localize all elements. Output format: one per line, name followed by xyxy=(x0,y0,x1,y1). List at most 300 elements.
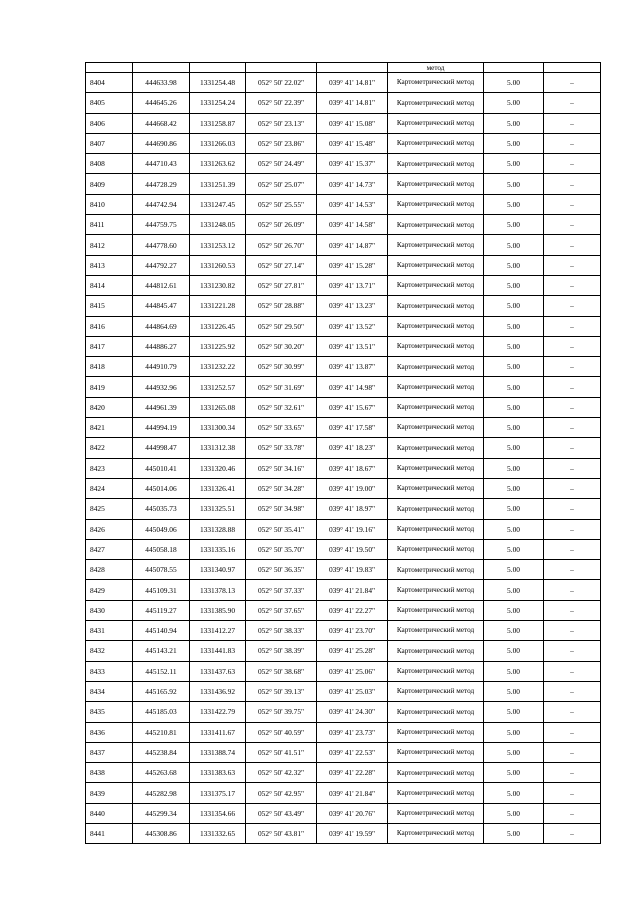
cell-description: – xyxy=(544,539,601,559)
cell-point-number: 8414 xyxy=(86,275,133,295)
cell-latitude: 052° 50' 42.32" xyxy=(246,763,317,783)
cell-latitude: 052° 50' 38.33" xyxy=(246,621,317,641)
cell-latitude: 052° 50' 34.28" xyxy=(246,478,317,498)
cell-accuracy: 5.00 xyxy=(484,235,544,255)
cell-method: Картометрический метод xyxy=(388,397,484,417)
table-row xyxy=(86,763,601,783)
cell-accuracy: 5.00 xyxy=(484,823,544,843)
cell-accuracy: 5.00 xyxy=(484,73,544,93)
cell-accuracy: 5.00 xyxy=(484,113,544,133)
cell-method: метод xyxy=(388,63,484,73)
cell-method: Картометрический метод xyxy=(388,336,484,356)
cell-latitude: 052° 50' 43.49" xyxy=(246,803,317,823)
cell-description: – xyxy=(544,458,601,478)
cell-description: – xyxy=(544,560,601,580)
cell-point-number: 8420 xyxy=(86,397,133,417)
cell-latitude: 052° 50' 29.50" xyxy=(246,316,317,336)
cell-point-number: 8417 xyxy=(86,336,133,356)
cell-x-coordinate: 444994.19 xyxy=(133,418,190,438)
cell-point-number: 8404 xyxy=(86,73,133,93)
cell-point-number: 8439 xyxy=(86,783,133,803)
cell-description xyxy=(544,63,601,73)
cell-point-number: 8422 xyxy=(86,438,133,458)
cell-latitude: 052° 50' 38.68" xyxy=(246,661,317,681)
cell-x-coordinate: 444812.61 xyxy=(133,275,190,295)
cell-y-coordinate: 1331375.17 xyxy=(190,783,246,803)
table-row xyxy=(86,783,601,803)
cell-y-coordinate: 1331258.87 xyxy=(190,113,246,133)
cell-method: Картометрический метод xyxy=(388,722,484,742)
cell-method: Картометрический метод xyxy=(388,113,484,133)
cell-longitude: 039° 41' 13.71" xyxy=(317,275,388,295)
cell-accuracy: 5.00 xyxy=(484,763,544,783)
table-row xyxy=(86,275,601,295)
cell-description: – xyxy=(544,255,601,275)
cell-description: – xyxy=(544,783,601,803)
cell-y-coordinate xyxy=(190,63,246,73)
cell-x-coordinate: 445014.06 xyxy=(133,478,190,498)
cell-longitude: 039° 41' 15.28" xyxy=(317,255,388,275)
cell-x-coordinate: 444886.27 xyxy=(133,336,190,356)
cell-point-number: 8405 xyxy=(86,93,133,113)
cell-point-number: 8426 xyxy=(86,519,133,539)
cell-latitude: 052° 50' 30.99" xyxy=(246,357,317,377)
cell-latitude: 052° 50' 37.65" xyxy=(246,600,317,620)
cell-longitude: 039° 41' 15.37" xyxy=(317,154,388,174)
cell-method: Картометрический метод xyxy=(388,194,484,214)
cell-x-coordinate: 445185.03 xyxy=(133,702,190,722)
cell-longitude: 039° 41' 14.98" xyxy=(317,377,388,397)
cell-point-number: 8433 xyxy=(86,661,133,681)
table-row xyxy=(86,377,601,397)
cell-description: – xyxy=(544,235,601,255)
cell-accuracy: 5.00 xyxy=(484,803,544,823)
cell-accuracy: 5.00 xyxy=(484,539,544,559)
cell-longitude: 039° 41' 15.67" xyxy=(317,397,388,417)
cell-longitude: 039° 41' 22.28" xyxy=(317,763,388,783)
cell-y-coordinate: 1331225.92 xyxy=(190,336,246,356)
cell-y-coordinate: 1331232.22 xyxy=(190,357,246,377)
cell-x-coordinate: 445238.84 xyxy=(133,742,190,762)
cell-y-coordinate: 1331265.08 xyxy=(190,397,246,417)
cell-accuracy: 5.00 xyxy=(484,154,544,174)
cell-x-coordinate: 445282.98 xyxy=(133,783,190,803)
table-row xyxy=(86,702,601,722)
cell-longitude: 039° 41' 17.58" xyxy=(317,418,388,438)
cell-latitude: 052° 50' 31.69" xyxy=(246,377,317,397)
cell-accuracy: 5.00 xyxy=(484,742,544,762)
cell-latitude xyxy=(246,63,317,73)
cell-description: – xyxy=(544,93,601,113)
cell-accuracy: 5.00 xyxy=(484,174,544,194)
cell-y-coordinate: 1331300.34 xyxy=(190,418,246,438)
cell-latitude: 052° 50' 22.02" xyxy=(246,73,317,93)
table-row xyxy=(86,296,601,316)
cell-accuracy xyxy=(484,63,544,73)
table-row xyxy=(86,580,601,600)
cell-accuracy: 5.00 xyxy=(484,702,544,722)
cell-y-coordinate: 1331266.03 xyxy=(190,133,246,153)
cell-description: – xyxy=(544,154,601,174)
cell-longitude: 039° 41' 23.73" xyxy=(317,722,388,742)
cell-point-number: 8432 xyxy=(86,641,133,661)
cell-method: Картометрический метод xyxy=(388,661,484,681)
cell-point-number: 8407 xyxy=(86,133,133,153)
cell-accuracy: 5.00 xyxy=(484,194,544,214)
table-row xyxy=(86,661,601,681)
table-row xyxy=(86,93,601,113)
cell-description: – xyxy=(544,336,601,356)
cell-point-number: 8427 xyxy=(86,539,133,559)
cell-accuracy: 5.00 xyxy=(484,641,544,661)
cell-accuracy: 5.00 xyxy=(484,681,544,701)
cell-y-coordinate: 1331436.92 xyxy=(190,681,246,701)
cell-longitude: 039° 41' 14.81" xyxy=(317,93,388,113)
cell-y-coordinate: 1331378.13 xyxy=(190,580,246,600)
table-row xyxy=(86,681,601,701)
cell-y-coordinate: 1331388.74 xyxy=(190,742,246,762)
cell-method: Картометрический метод xyxy=(388,803,484,823)
cell-longitude: 039° 41' 13.52" xyxy=(317,316,388,336)
table-row xyxy=(86,255,601,275)
table-row xyxy=(86,215,601,235)
cell-description: – xyxy=(544,803,601,823)
cell-y-coordinate: 1331320.46 xyxy=(190,458,246,478)
cell-latitude: 052° 50' 38.39" xyxy=(246,641,317,661)
cell-accuracy: 5.00 xyxy=(484,499,544,519)
table-row xyxy=(86,113,601,133)
cell-y-coordinate: 1331248.05 xyxy=(190,215,246,235)
cell-latitude: 052° 50' 39.75" xyxy=(246,702,317,722)
cell-method: Картометрический метод xyxy=(388,93,484,113)
cell-description: – xyxy=(544,702,601,722)
cell-method: Картометрический метод xyxy=(388,783,484,803)
cell-y-coordinate: 1331354.66 xyxy=(190,803,246,823)
cell-x-coordinate: 445119.27 xyxy=(133,600,190,620)
cell-point-number: 8411 xyxy=(86,215,133,235)
cell-point-number xyxy=(86,63,133,73)
cell-x-coordinate: 445010.41 xyxy=(133,458,190,478)
cell-description: – xyxy=(544,763,601,783)
cell-point-number: 8429 xyxy=(86,580,133,600)
cell-description: – xyxy=(544,357,601,377)
cell-description: – xyxy=(544,113,601,133)
cell-point-number: 8408 xyxy=(86,154,133,174)
cell-latitude: 052° 50' 25.55" xyxy=(246,194,317,214)
cell-accuracy: 5.00 xyxy=(484,357,544,377)
cell-accuracy: 5.00 xyxy=(484,783,544,803)
cell-y-coordinate: 1331412.27 xyxy=(190,621,246,641)
cell-latitude: 052° 50' 40.59" xyxy=(246,722,317,742)
cell-y-coordinate: 1331441.83 xyxy=(190,641,246,661)
cell-method: Картометрический метод xyxy=(388,357,484,377)
cell-accuracy: 5.00 xyxy=(484,418,544,438)
cell-y-coordinate: 1331254.48 xyxy=(190,73,246,93)
cell-latitude: 052° 50' 34.16" xyxy=(246,458,317,478)
cell-method: Картометрический метод xyxy=(388,478,484,498)
cell-method: Картометрический метод xyxy=(388,641,484,661)
cell-description: – xyxy=(544,215,601,235)
cell-longitude: 039° 41' 25.28" xyxy=(317,641,388,661)
cell-description: – xyxy=(544,194,601,214)
cell-latitude: 052° 50' 32.61" xyxy=(246,397,317,417)
cell-point-number: 8435 xyxy=(86,702,133,722)
cell-x-coordinate: 445035.73 xyxy=(133,499,190,519)
cell-method: Картометрический метод xyxy=(388,763,484,783)
cell-description: – xyxy=(544,73,601,93)
table-row xyxy=(86,235,601,255)
cell-x-coordinate: 444998.47 xyxy=(133,438,190,458)
cell-longitude: 039° 41' 22.53" xyxy=(317,742,388,762)
cell-description: – xyxy=(544,377,601,397)
table-row xyxy=(86,722,601,742)
cell-accuracy: 5.00 xyxy=(484,519,544,539)
cell-point-number: 8409 xyxy=(86,174,133,194)
cell-method: Картометрический метод xyxy=(388,133,484,153)
cell-y-coordinate: 1331326.41 xyxy=(190,478,246,498)
cell-y-coordinate: 1331221.28 xyxy=(190,296,246,316)
cell-longitude: 039° 41' 22.27" xyxy=(317,600,388,620)
table-row xyxy=(86,600,601,620)
cell-latitude: 052° 50' 26.09" xyxy=(246,215,317,235)
table-row xyxy=(86,823,601,843)
cell-accuracy: 5.00 xyxy=(484,316,544,336)
cell-accuracy: 5.00 xyxy=(484,722,544,742)
table-row xyxy=(86,458,601,478)
cell-point-number: 8438 xyxy=(86,763,133,783)
cell-y-coordinate: 1331325.51 xyxy=(190,499,246,519)
cell-point-number: 8434 xyxy=(86,681,133,701)
cell-latitude: 052° 50' 35.41" xyxy=(246,519,317,539)
cell-longitude: 039° 41' 21.84" xyxy=(317,783,388,803)
cell-latitude: 052° 50' 27.81" xyxy=(246,275,317,295)
cell-x-coordinate: 445078.55 xyxy=(133,560,190,580)
cell-description: – xyxy=(544,681,601,701)
cell-latitude: 052° 50' 28.88" xyxy=(246,296,317,316)
cell-accuracy: 5.00 xyxy=(484,215,544,235)
cell-method: Картометрический метод xyxy=(388,215,484,235)
cell-longitude: 039° 41' 13.23" xyxy=(317,296,388,316)
cell-description: – xyxy=(544,742,601,762)
table-row-continued xyxy=(86,63,601,73)
cell-description: – xyxy=(544,418,601,438)
cell-accuracy: 5.00 xyxy=(484,296,544,316)
table-row xyxy=(86,499,601,519)
table-row xyxy=(86,478,601,498)
table-row xyxy=(86,133,601,153)
table-body xyxy=(86,63,601,844)
cell-point-number: 8418 xyxy=(86,357,133,377)
cell-y-coordinate: 1331312.38 xyxy=(190,438,246,458)
table-row xyxy=(86,194,601,214)
cell-x-coordinate: 444932.96 xyxy=(133,377,190,397)
coordinates-table xyxy=(85,62,601,844)
cell-latitude: 052° 50' 39.13" xyxy=(246,681,317,701)
table-row xyxy=(86,641,601,661)
cell-method: Картометрический метод xyxy=(388,377,484,397)
cell-x-coordinate: 445165.92 xyxy=(133,681,190,701)
cell-latitude: 052° 50' 23.13" xyxy=(246,113,317,133)
cell-method: Картометрический метод xyxy=(388,742,484,762)
cell-method: Картометрический метод xyxy=(388,702,484,722)
cell-x-coordinate: 444864.69 xyxy=(133,316,190,336)
cell-y-coordinate: 1331411.67 xyxy=(190,722,246,742)
table-row xyxy=(86,316,601,336)
cell-x-coordinate: 445140.94 xyxy=(133,621,190,641)
cell-point-number: 8413 xyxy=(86,255,133,275)
cell-y-coordinate: 1331254.24 xyxy=(190,93,246,113)
cell-description: – xyxy=(544,499,601,519)
cell-x-coordinate xyxy=(133,63,190,73)
cell-longitude: 039° 41' 19.16" xyxy=(317,519,388,539)
cell-longitude: 039° 41' 14.81" xyxy=(317,73,388,93)
cell-description: – xyxy=(544,174,601,194)
cell-x-coordinate: 444778.60 xyxy=(133,235,190,255)
cell-point-number: 8440 xyxy=(86,803,133,823)
table-row xyxy=(86,73,601,93)
cell-x-coordinate: 445210.81 xyxy=(133,722,190,742)
cell-x-coordinate: 444668.42 xyxy=(133,113,190,133)
cell-longitude: 039° 41' 18.23" xyxy=(317,438,388,458)
cell-longitude: 039° 41' 23.70" xyxy=(317,621,388,641)
cell-latitude: 052° 50' 22.39" xyxy=(246,93,317,113)
cell-y-coordinate: 1331247.45 xyxy=(190,194,246,214)
cell-accuracy: 5.00 xyxy=(484,478,544,498)
cell-method: Картометрический метод xyxy=(388,316,484,336)
cell-point-number: 8430 xyxy=(86,600,133,620)
cell-y-coordinate: 1331383.63 xyxy=(190,763,246,783)
table-row xyxy=(86,357,601,377)
cell-x-coordinate: 444728.29 xyxy=(133,174,190,194)
cell-latitude: 052° 50' 33.78" xyxy=(246,438,317,458)
cell-point-number: 8416 xyxy=(86,316,133,336)
cell-x-coordinate: 445263.68 xyxy=(133,763,190,783)
table-row xyxy=(86,539,601,559)
cell-longitude: 039° 41' 15.08" xyxy=(317,113,388,133)
cell-latitude: 052° 50' 27.14" xyxy=(246,255,317,275)
cell-description: – xyxy=(544,641,601,661)
cell-description: – xyxy=(544,823,601,843)
cell-longitude: 039° 41' 13.51" xyxy=(317,336,388,356)
cell-point-number: 8421 xyxy=(86,418,133,438)
cell-latitude: 052° 50' 30.20" xyxy=(246,336,317,356)
cell-point-number: 8424 xyxy=(86,478,133,498)
cell-longitude: 039° 41' 14.53" xyxy=(317,194,388,214)
cell-y-coordinate: 1331340.97 xyxy=(190,560,246,580)
cell-y-coordinate: 1331332.65 xyxy=(190,823,246,843)
cell-longitude: 039° 41' 14.58" xyxy=(317,215,388,235)
cell-longitude: 039° 41' 19.50" xyxy=(317,539,388,559)
cell-longitude: 039° 41' 19.83" xyxy=(317,560,388,580)
cell-point-number: 8419 xyxy=(86,377,133,397)
cell-y-coordinate: 1331422.79 xyxy=(190,702,246,722)
cell-x-coordinate: 444910.79 xyxy=(133,357,190,377)
cell-x-coordinate: 444690.86 xyxy=(133,133,190,153)
cell-point-number: 8412 xyxy=(86,235,133,255)
cell-description: – xyxy=(544,438,601,458)
cell-method: Картометрический метод xyxy=(388,275,484,295)
cell-description: – xyxy=(544,661,601,681)
cell-latitude: 052° 50' 25.07" xyxy=(246,174,317,194)
cell-method: Картометрический метод xyxy=(388,539,484,559)
table-row xyxy=(86,174,601,194)
cell-x-coordinate: 445109.31 xyxy=(133,580,190,600)
cell-x-coordinate: 445143.21 xyxy=(133,641,190,661)
cell-x-coordinate: 445152.11 xyxy=(133,661,190,681)
cell-latitude: 052° 50' 37.33" xyxy=(246,580,317,600)
cell-method: Картометрический метод xyxy=(388,621,484,641)
table-row xyxy=(86,803,601,823)
cell-y-coordinate: 1331263.62 xyxy=(190,154,246,174)
cell-longitude: 039° 41' 14.73" xyxy=(317,174,388,194)
cell-longitude: 039° 41' 19.00" xyxy=(317,478,388,498)
cell-longitude: 039° 41' 13.87" xyxy=(317,357,388,377)
cell-y-coordinate: 1331335.16 xyxy=(190,539,246,559)
cell-x-coordinate: 445049.06 xyxy=(133,519,190,539)
cell-point-number: 8441 xyxy=(86,823,133,843)
table-row xyxy=(86,418,601,438)
table-row xyxy=(86,560,601,580)
cell-method: Картометрический метод xyxy=(388,600,484,620)
cell-accuracy: 5.00 xyxy=(484,560,544,580)
cell-method: Картометрический метод xyxy=(388,681,484,701)
cell-x-coordinate: 445299.34 xyxy=(133,803,190,823)
cell-latitude: 052° 50' 24.49" xyxy=(246,154,317,174)
cell-latitude: 052° 50' 36.35" xyxy=(246,560,317,580)
cell-x-coordinate: 445308.86 xyxy=(133,823,190,843)
cell-method: Картометрический метод xyxy=(388,438,484,458)
cell-x-coordinate: 444633.98 xyxy=(133,73,190,93)
cell-accuracy: 5.00 xyxy=(484,275,544,295)
cell-accuracy: 5.00 xyxy=(484,438,544,458)
cell-longitude: 039° 41' 14.87" xyxy=(317,235,388,255)
cell-accuracy: 5.00 xyxy=(484,458,544,478)
cell-y-coordinate: 1331230.82 xyxy=(190,275,246,295)
cell-point-number: 8428 xyxy=(86,560,133,580)
cell-y-coordinate: 1331385.90 xyxy=(190,600,246,620)
cell-y-coordinate: 1331226.45 xyxy=(190,316,246,336)
cell-description: – xyxy=(544,478,601,498)
cell-description: – xyxy=(544,519,601,539)
cell-method: Картометрический метод xyxy=(388,580,484,600)
cell-description: – xyxy=(544,600,601,620)
cell-y-coordinate: 1331252.57 xyxy=(190,377,246,397)
cell-longitude: 039° 41' 15.48" xyxy=(317,133,388,153)
table-row xyxy=(86,438,601,458)
cell-accuracy: 5.00 xyxy=(484,133,544,153)
cell-accuracy: 5.00 xyxy=(484,661,544,681)
cell-accuracy: 5.00 xyxy=(484,336,544,356)
cell-point-number: 8436 xyxy=(86,722,133,742)
cell-point-number: 8423 xyxy=(86,458,133,478)
cell-accuracy: 5.00 xyxy=(484,255,544,275)
cell-longitude: 039° 41' 21.84" xyxy=(317,580,388,600)
cell-point-number: 8431 xyxy=(86,621,133,641)
cell-point-number: 8415 xyxy=(86,296,133,316)
cell-method: Картометрический метод xyxy=(388,174,484,194)
cell-longitude: 039° 41' 18.97" xyxy=(317,499,388,519)
cell-description: – xyxy=(544,316,601,336)
cell-method: Картометрический метод xyxy=(388,255,484,275)
cell-longitude: 039° 41' 25.06" xyxy=(317,661,388,681)
cell-latitude: 052° 50' 34.98" xyxy=(246,499,317,519)
cell-accuracy: 5.00 xyxy=(484,600,544,620)
cell-method: Картометрический метод xyxy=(388,235,484,255)
cell-y-coordinate: 1331437.63 xyxy=(190,661,246,681)
table-row xyxy=(86,336,601,356)
cell-longitude: 039° 41' 18.67" xyxy=(317,458,388,478)
cell-point-number: 8437 xyxy=(86,742,133,762)
